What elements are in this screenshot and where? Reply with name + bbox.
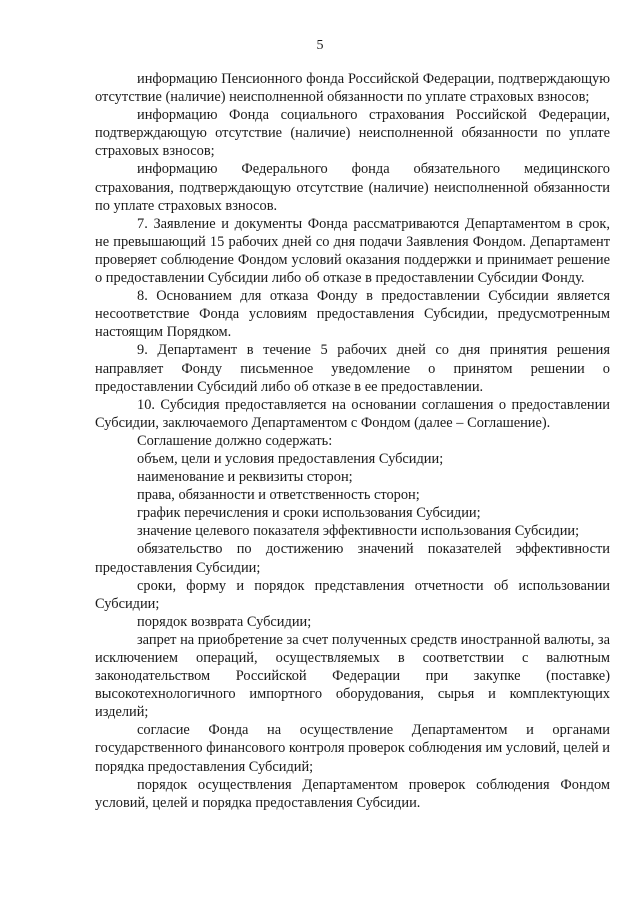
paragraph: информацию Фонда социального страхования Российской Федерации, подтверждающую отсутствие (наличие) неисполненной обязанности по уплате страховых взносов; [95,107,610,160]
document-body [95,70,610,812]
paragraph: Соглашение должно содержать: [137,432,333,449]
paragraph: 9. Департамент в течение 5 рабочих дней со дня принятия решения направляет Фонду письменное уведомление о принятом решении о предоставлении Субсидий либо об отказе в ее предоставлении. [95,342,610,395]
paragraph: информацию Пенсионного фонда Российской Федерации, подтверждающую отсутствие (наличие) неисполненной обязанности по уплате страховых взносов; [95,71,610,106]
paragraph: информацию Федерального фонда обязательного медицинского страхования, подтверждающую отсутствие (наличие) неисполненной обязанности по уплате страховых взносов. [95,161,610,214]
list-item: сроки, форму и порядок представления отчетности об использовании Субсидии; [95,577,610,612]
page-number: 5 [316,38,324,53]
list-item: наименование и реквизиты сторон; [137,469,353,486]
list-item: обязательство по достижению значений показателей эффективности предоставления Субсидии; [95,541,610,576]
list-item: согласие Фонда на осуществление Департаментом и органами государственного финансового контроля проверок соблюдения им условий, целей и порядка предоставления Субсидий; [95,722,610,775]
list-item: запрет на приобретение за счет полученных средств иностранной валюты, за исключением операций, осуществляемых в соответствии с валютным законодательством Российской Федерации при закупке (поставке) высокотехнологичного импортного оборудования, сырья и комплектующих изделий; [95,631,610,721]
paragraph: 7. Заявление и документы Фонда рассматриваются Департаментом в срок, не превышающий 15 рабочих дней со дня подачи Заявления Фондом. Департамент проверяет соблюдение Фондом условий оказания поддержки и принимает решение о предоставлении Субсидии либо об отказе в предоставлении Субсидии Фонду. [95,215,610,287]
list-item: значение целевого показателя эффективности использования Субсидии; [137,523,580,540]
list-item: порядок возврата Субсидии; [137,613,312,630]
paragraph: 8. Основанием для отказа Фонду в предоставлении Субсидии является несоответствие Фонда условиям предоставления Субсидии, предусмотренным настоящим Порядком. [95,288,610,341]
list-item: график перечисления и сроки использования Субсидии; [137,505,481,522]
list-item: объем, цели и условия предоставления Субсидии; [137,450,444,467]
paragraph: 10. Субсидия предоставляется на основании соглашения о предоставлении Субсидии, заключаемого Департаментом с Фондом (далее – Соглашение). [95,396,610,431]
list-item: права, обязанности и ответственность сторон; [137,487,420,504]
list-item: порядок осуществления Департаментом проверок соблюдения Фондом условий, целей и порядка предоставления Субсидии. [95,776,610,811]
